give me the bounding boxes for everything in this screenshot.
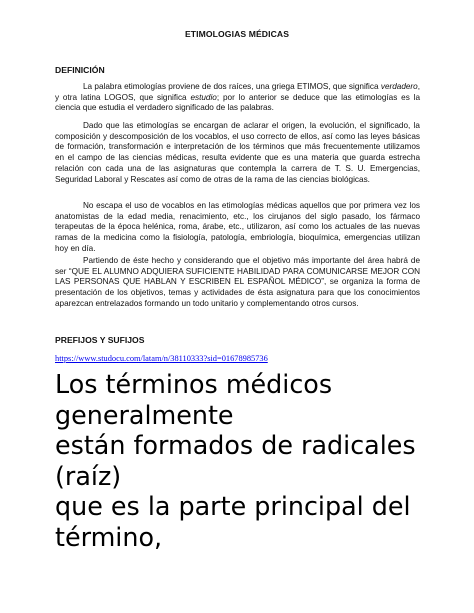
italic-term: verdadero [380,82,418,91]
paragraph-history: No escapa el uso de vocablos en las etimologías médicas aquellos que por primera vez los anatomistas de la edad media, renacimiento, etc., los cirujanos del siglo pasado, los fármaco terapeutas de la época helénica, roma, árabe, etc., utilizaron, así como los actuales de las nuevas ramas de la medicina como la fisiología, patología, embriología, bioquímica, emergencias utilizan hoy en día. [55,201,420,253]
paragraph-text: ; por lo anterior se deduce que las etimologías es la ciencia que estudia el verdadero significado de las palabras. [55,92,421,113]
paragraph-text: La palabra etimologías proviene de dos raíces, una griega ETIMOS, que significa [83,82,381,91]
document-title: ETIMOLOGIAS MÉDICAS [184,29,290,39]
paragraph-objective: Partiendo de éste hecho y considerando que el objetivo más importante del área habrá de ser “QUE EL ALUMNO ADQUIERA SUFICIENTE HABILIDAD PARA COMUNICARSE MEJOR CON LAS PERSONAS QUE HABLAN Y ESCRIBEN EL ESPAÑOL MÉDICO”, se organiza la forma de presentación de los objetivos, temas y actividades de ésta asignatura para que los conocimientos aparezcan entrelazados formando un todo unitario y complementando otros cursos. [55,256,420,308]
overlay-large-text [55,369,470,553]
overlay-line: (raíz) [55,460,122,491]
italic-term: estudio [190,92,217,102]
overlay-line: término, [55,521,163,552]
section-heading-prefijos: PREFIJOS Y SUFIJOS [55,335,145,345]
source-link[interactable]: https://www.studocu.com/latam/n/38110333?sid=01678985736 [55,354,268,363]
overlay-line: Los términos médicos [55,369,333,399]
overlay-line: están formados de radicales [55,430,416,461]
paragraph-text: , y otra latina LOGOS, que significa [55,82,420,102]
section-heading-definicion: DEFINICIÓN [55,65,105,75]
overlay-line: que es la parte principal del [55,491,411,522]
overlay-line: generalmente [55,399,234,430]
paragraph-purpose: Dado que las etimologías se encargan de aclarar el origen, la evolución, el significado, la composición y descomposición de los vocablos, el uso correcto de ellos, así como las leyes básicas de formación, transformación e interpretación de los términos que más frecuentemente utilizamos en el campo de las ciencias médicas, resulta evidente que es una materia que guarda estrecha relación con cada una de las asignaturas que contempla la carrera de T. S. U. Emergencias, Seguridad Laboral y Rescates así como de otras de la rama de las ciencias biológicas. [55,121,420,184]
paragraph-definition [55,82,420,114]
